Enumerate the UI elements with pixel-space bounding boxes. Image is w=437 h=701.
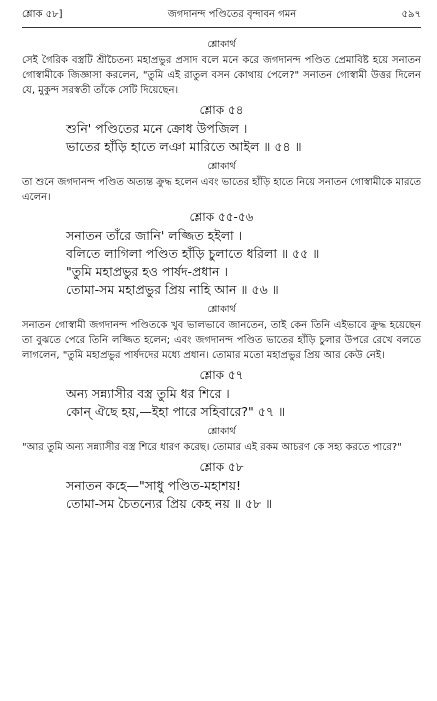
running-header bbox=[22, 6, 421, 24]
translation-text: সনাতন গোস্বামী জগদানন্দ পণ্ডিতকে খুব ভালভাবে জানতেন, তাই কেন তিনি এইভাবে ক্রুদ্ধ হয়েছেন তা বুঝতে পেরে তিনি লজ্জিত হলেন; এবং জগদানন্দ পণ্ডিত ভাতের হাঁড়ি চুলার উপরে রেখে বলতে লাগলেন, "তুমি মহাপ্রভুর পার্ষদদের মধ্যে প্রধান। তোমার মতো মহাপ্রভুর প্রিয় আর কেউ নেই। bbox=[22, 320, 421, 361]
translation-label: শ্লোকার্থ bbox=[207, 161, 236, 172]
verse-number-heading: শ্লোক ৫৫-৫৬ bbox=[189, 210, 254, 224]
header-chapter-title: জগদানন্দ পণ্ডিতের বৃন্দাবন গমন bbox=[167, 8, 297, 20]
verse-line: সনাতন তাঁরে জানি' লজ্জিত হইলা । bbox=[66, 228, 243, 243]
verse-number-heading: শ্লোক ৫৭ bbox=[199, 368, 244, 382]
translation-text: "আর তুমি অন্য সন্ন্যাসীর বস্ত্র শিরে ধারণ করেছ। তোমার এই রকম আচরণ কে সহ্য করতে পারে?" bbox=[22, 442, 402, 453]
translation-label: শ্লোকার্থ bbox=[207, 39, 236, 50]
verse-text bbox=[22, 477, 421, 513]
translation-label: শ্লোকার্থ bbox=[207, 304, 236, 315]
verse-line: কোন্ ঐছে হয়,—ইহা পারে সহিবারে?" ৫৭ ॥ bbox=[66, 404, 286, 419]
verse-line: ভাতের হাঁড়ি হাতে লঞা মারিতে আইল ॥ ৫৪ ॥ bbox=[66, 139, 302, 154]
verse-line: সনাতন কহে—"সাধু পণ্ডিত-মহাশয়! bbox=[66, 478, 242, 493]
translation-text: সেই গৈরিক বস্ত্রটি শ্রীচৈতন্য মহাপ্রভুর প্রসাদ বলে মনে করে জগদানন্দ পণ্ডিত প্রেমাবিষ্ট হয়ে সনাতন গোস্বামীকে জিজ্ঞাসা করলেন, "তুমি এই রাতুল বসন কোথায় পেলে?" সনাতন গোস্বামী উত্তর দিলেন যে, মুকুন্দ সরস্বতী তাঁকে সেটি দিয়েছেন। bbox=[22, 55, 421, 96]
verse-number-heading: শ্লোক ৫৪ bbox=[199, 103, 244, 117]
translation-label: শ্লোকার্থ bbox=[207, 426, 236, 437]
verse-text bbox=[22, 385, 421, 421]
verse-line: শুনি' পণ্ডিতের মনে ক্রোধ উপজিল । bbox=[66, 121, 248, 136]
verse-text bbox=[22, 120, 421, 156]
verse-number-heading: শ্লোক ৫৮ bbox=[199, 460, 244, 474]
verse-line: "তুমি মহাপ্রভুর হও পার্ষদ-প্রধান । bbox=[66, 264, 228, 279]
verse-line: তোমা-সম মহাপ্রভুর প্রিয় নাহি আন ॥ ৫৬ ॥ bbox=[66, 282, 279, 297]
page-content bbox=[22, 34, 421, 513]
verse-text bbox=[22, 227, 421, 299]
header-divider bbox=[22, 27, 421, 28]
verse-line: অন্য সন্ন্যাসীর বস্ত্র তুমি ধর শিরে । bbox=[66, 386, 230, 401]
header-verse-range: শ্লোক ৫৮] bbox=[22, 8, 63, 20]
verse-line: তোমা-সম চৈতন্যের প্রিয় কেহ নয় ॥ ৫৮ ॥ bbox=[66, 496, 273, 511]
verse-line: বলিতে লাগিলা পণ্ডিত হাঁড়ি চুলাতে ধরিলা ॥ ৫৫ ॥ bbox=[66, 246, 320, 261]
page-number: ৫৯৭ bbox=[401, 8, 421, 20]
translation-text: তা শুনে জগদানন্দ পণ্ডিত অত্যন্ত ক্রুদ্ধ হলেন এবং ভাতের হাঁড়ি হাতে নিয়ে সনাতন গোস্বামীকে মারতে এলেন। bbox=[22, 177, 421, 203]
